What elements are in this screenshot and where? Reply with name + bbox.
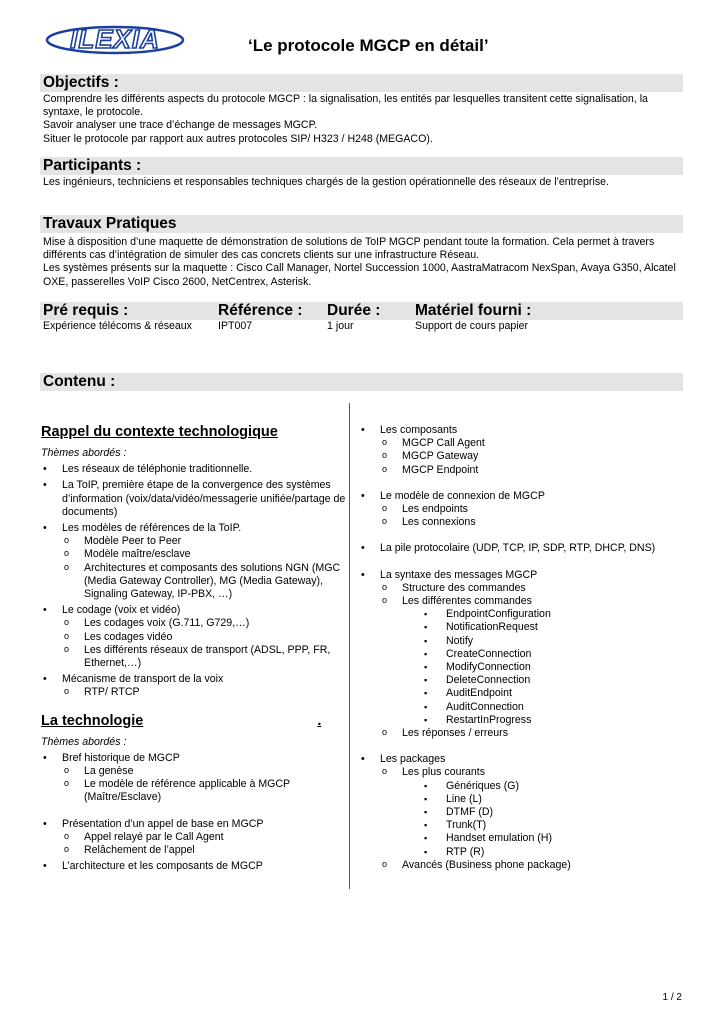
objectifs-line: Comprendre les différents aspects du protocole MGCP : la signalisation, les entités par lesquelles transitent cette signalisation, la syntaxe, le protocole. [43,93,648,119]
right-column [359,424,683,872]
command-item: ▪ AuditEndpoint [359,687,683,700]
command-item: ▪ ModifyConnection [359,661,683,674]
list-item: • La syntaxe des messages MGCP [359,569,683,582]
objectifs-title: Objectifs : [43,74,119,91]
sub-item: o Les réponses / erreurs [359,727,683,740]
package-item: ▪ RTP (R) [359,846,683,859]
technologie-list [41,752,347,874]
logo-text: ILEXIA [70,24,160,54]
sub-item: o MGCP Call Agent [359,437,683,450]
sub-item: o Le modèle de référence applicable à MGCP (Maître/Esclave) [41,778,347,804]
ilexia-logo [44,22,186,56]
reference-label: Référence : [218,302,303,319]
objectifs-text [43,93,683,146]
list-item: • Le modèle de connexion de MGCP [359,490,683,503]
sub-item: o Modèle Peer to Peer [41,535,347,548]
command-item: ▪ DeleteConnection [359,674,683,687]
package-item: ▪ Trunk(T) [359,819,683,832]
sub-item: o Les codages voix (G.711, G729,…) [41,617,347,630]
reference-value: IPT007 [218,320,253,332]
list-item: • Présentation d’un appel de base en MGCP [41,818,347,831]
contenu-band [40,373,683,391]
list-item: • Les réseaux de téléphonie traditionnelle. [41,463,347,476]
column-divider [349,403,350,889]
sub-item: o Les connexions [359,516,683,529]
travaux-title: Travaux Pratiques [43,215,177,232]
technologie-title-dot: . [317,712,322,729]
themes-label: Thèmes abordés : [41,447,127,459]
package-item: ▪ Handset emulation (H) [359,832,683,845]
command-item: ▪ NotificationRequest [359,621,683,634]
list-item: • Les modèles de références de la ToIP. [41,522,347,535]
sub-item: o Architectures et composants des solutions NGN (MGC (Media Gateway Controller), MG (Media Gateway), Signaling Gateway, IP-PBX, …) [41,562,347,602]
duree-label: Durée : [327,302,381,319]
page-number: 1 / 2 [662,992,682,1003]
list-item: • Bref historique de MGCP [41,752,347,765]
sub-item: o Les différents réseaux de transport (ADSL, PPP, FR, Ethernet,…) [41,644,347,670]
package-item: ▪ DTMF (D) [359,806,683,819]
section-title-technologie [41,712,341,730]
objectifs-line: Savoir analyser une trace d’échange de messages MGCP. [43,119,318,132]
sub-item: o Avancés (Business phone package) [359,859,683,872]
list-item: • Mécanisme de transport de la voix [41,673,347,686]
sub-item: o La genèse [41,765,347,778]
sub-item: o Modèle maître/esclave [41,548,347,561]
command-item: ▪ Notify [359,635,683,648]
contenu-title: Contenu : [43,373,116,390]
package-item: ▪ Line (L) [359,793,683,806]
list-item: • La ToIP, première étape de la convergence des systèmes d’information (voix/data/vidéo/messagerie unifiée/partage de documents) [41,479,347,519]
travaux-line: Mise à disposition d’une maquette de démonstration de solutions de ToIP MGCP pendant toute la formation. Cela permet à travers différents cas d’intégration de simuler des cas concrets clients sur une infrastructure Réseau. [43,236,655,262]
materiel-value: Support de cours papier [415,320,529,332]
technologie-title-text: La technologie [41,712,144,729]
rappel-list [41,463,347,699]
sub-item: o Appel relayé par le Call Agent [41,831,347,844]
sub-item: o RTP/ RTCP [41,686,347,699]
objectifs-band [40,74,683,92]
prereq-label: Pré requis : [43,302,129,319]
list-item: • La pile protocolaire (UDP, TCP, IP, SDP, RTP, DHCP, DNS) [359,542,683,555]
sub-item: o Les plus courants [359,766,683,779]
materiel-label: Matériel fourni : [415,302,532,319]
participants-text: Les ingénieurs, techniciens et responsables techniques chargés de la gestion opérationnelle des réseaux de l’entreprise. [43,176,609,188]
themes-label: Thèmes abordés : [41,735,127,748]
duree-value: 1 jour [327,320,354,332]
left-column [41,423,347,873]
sub-item: o MGCP Gateway [359,450,683,463]
participants-title: Participants : [43,157,142,174]
sub-item: o Les différentes commandes [359,595,683,608]
list-item: • Le codage (voix et vidéo) [41,604,347,617]
section-title-rappel: Rappel du contexte technologique [41,424,278,440]
sub-item: o Les codages vidéo [41,631,347,644]
command-item: ▪ AuditConnection [359,701,683,714]
page-title: ‘Le protocole MGCP en détail’ [248,36,489,55]
sub-item: o Structure des commandes [359,582,683,595]
objectifs-line: Situer le protocole par rapport aux autres protocoles SIP/ H323 / H248 (MEGACO). [43,132,433,145]
prereq-value: Expérience télécoms & réseaux [43,320,192,332]
command-item: ▪ RestartInProgress [359,714,683,727]
list-item: • Les packages [359,753,683,766]
right-list [359,424,683,872]
sub-item: o MGCP Endpoint [359,464,683,477]
package-item: ▪ Génériques (G) [359,780,683,793]
command-item: ▪ CreateConnection [359,648,683,661]
sub-item: o Les endpoints [359,503,683,516]
list-item: • Les composants [359,424,683,437]
travaux-line: Les systèmes présents sur la maquette : Cisco Call Manager, Nortel Succession 1000, AastraMatracom NexSpan, Avaya G350, Alcatel OXE, passerelles VoIP Cisco 2600, NetCentrex, Asterisk. [43,262,676,288]
travaux-text [43,236,683,289]
command-item: ▪ EndpointConfiguration [359,608,683,621]
sub-item: o Relâchement de l’appel [41,844,347,857]
list-item: • L’architecture et les composants de MGCP [41,860,347,873]
